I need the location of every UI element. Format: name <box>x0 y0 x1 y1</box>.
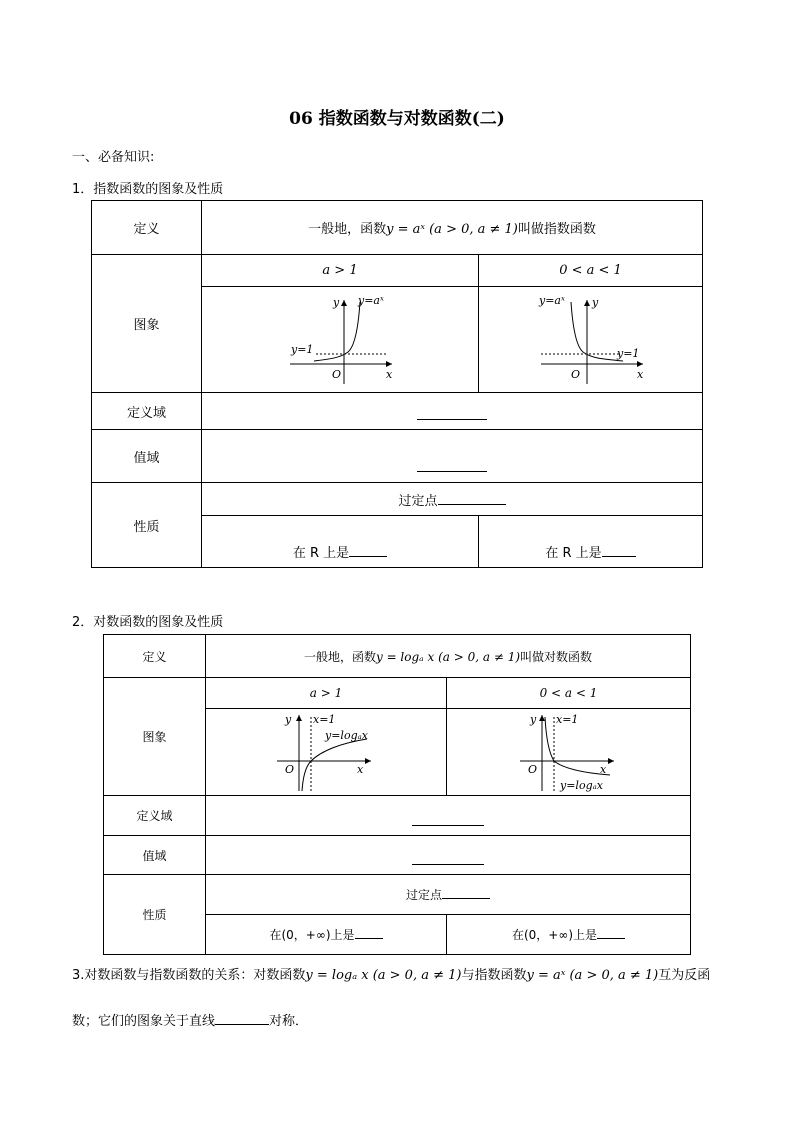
case-a-header: a > 1 <box>202 255 479 287</box>
log-mono-b-text: 在(0，+∞)上是 <box>511 928 598 942</box>
mono-a-blank[interactable] <box>349 544 387 557</box>
log-range-label: 值域 <box>104 836 206 875</box>
log-graph-b <box>447 709 691 796</box>
exp-b-origin-label: O <box>570 367 580 381</box>
log-mono-a-text: 在(0，+∞)上是 <box>269 928 355 942</box>
log-a-x-axis-label: x <box>357 763 364 776</box>
log-domain-label: 定义域 <box>104 796 206 836</box>
domain-answer-cell[interactable] <box>202 393 703 430</box>
exp-graph-b-svg <box>531 292 651 388</box>
range-answer-cell[interactable] <box>202 430 703 483</box>
log-graph-b-svg <box>514 711 624 793</box>
part3-text-1: 3.对数函数与指数函数的关系：对数函数 <box>72 968 306 983</box>
log-b-curve-label: y=logₐx <box>559 779 603 792</box>
prop-label: 性质 <box>92 483 202 568</box>
log-mono-a-blank[interactable] <box>355 926 383 939</box>
page-title: 06 指数函数与对数函数(二) <box>289 109 505 129</box>
part3-text-4: 对称． <box>269 1014 309 1029</box>
log-mono-b-cell <box>447 915 691 955</box>
log-prop-point-cell <box>206 875 691 915</box>
exp-b-curve-label: y=aˣ <box>538 293 565 307</box>
log-case-a-header: a > 1 <box>206 678 447 709</box>
log-a-line-label: x=1 <box>313 713 336 726</box>
prop-point-blank[interactable] <box>438 492 506 505</box>
domain-label: 定义域 <box>92 393 202 430</box>
mono-a-text: 在 R 上是 <box>292 546 350 561</box>
def-formula: y = aˣ (a > 0, a ≠ 1) <box>386 222 518 237</box>
exp-b-x-axis-label: x <box>636 367 643 381</box>
exp-a-origin-label: O <box>332 367 342 381</box>
mono-b-text: 在 R 上是 <box>545 546 602 561</box>
domain-blank[interactable] <box>417 405 487 420</box>
log-prop-label: 性质 <box>104 875 206 955</box>
log-def-cell <box>206 635 691 678</box>
def-text-pre: 一般地，函数 <box>308 222 387 237</box>
log-mono-b-blank[interactable] <box>597 926 625 939</box>
exp-graph-a-svg <box>280 292 400 388</box>
log-graph-a-svg <box>271 711 381 793</box>
exp-b-y-axis-label: y <box>591 295 598 309</box>
part1-heading: 1．指数函数的图象及性质 <box>72 182 224 197</box>
prop-point-cell <box>202 483 703 516</box>
exp-a-asymptote-label: y=1 <box>291 342 314 356</box>
def-cell <box>202 201 703 255</box>
graph-label: 图象 <box>92 255 202 393</box>
log-domain-answer-cell[interactable] <box>206 796 691 836</box>
mono-a-cell <box>202 516 479 568</box>
log-def-formula: y = logₐ x (a > 0, a ≠ 1) <box>375 649 521 664</box>
log-b-line-label: x=1 <box>555 713 578 726</box>
part3-blank[interactable] <box>215 1012 269 1025</box>
exp-a-x-axis-label: x <box>386 367 393 381</box>
section-heading: 一、必备知识: <box>72 150 155 165</box>
log-graph-a <box>206 709 447 796</box>
exponential-table <box>91 200 703 568</box>
case-b-header: 0 < a < 1 <box>479 255 703 287</box>
log-def-text-post: 叫做对数函数 <box>520 649 593 664</box>
part2-heading: 2．对数函数的图象及性质 <box>72 615 224 630</box>
log-a-origin-label: O <box>285 763 295 776</box>
log-case-b-header: 0 < a < 1 <box>447 678 691 709</box>
log-graph-label: 图象 <box>104 678 206 796</box>
part3-paragraph <box>72 953 732 1045</box>
prop-point-text: 过定点 <box>398 493 438 509</box>
def-label: 定义 <box>92 201 202 255</box>
log-prop-point-text: 过定点 <box>405 888 442 902</box>
log-range-answer-cell[interactable] <box>206 836 691 875</box>
log-def-label: 定义 <box>104 635 206 678</box>
part3-text-2: 与指数函数 <box>461 968 527 983</box>
def-text-post: 叫做指数函数 <box>517 222 596 237</box>
exp-graph-a <box>202 287 479 393</box>
log-def-text-pre: 一般地，函数 <box>303 649 376 664</box>
exp-a-curve-label: y=aˣ <box>358 293 384 307</box>
log-b-y-axis-label: y <box>529 713 536 726</box>
exp-b-asymptote-label: y=1 <box>616 346 639 360</box>
logarithm-table <box>103 634 691 955</box>
log-mono-a-cell <box>206 915 447 955</box>
part3-text-3: 互为反函数；它们的图象关于直线 <box>72 968 711 1029</box>
log-b-origin-label: O <box>527 763 537 776</box>
log-a-y-axis-label: y <box>285 713 292 726</box>
part3-formula-2: y = aˣ (a > 0, a ≠ 1) <box>526 968 659 983</box>
mono-b-blank[interactable] <box>602 544 636 557</box>
part3-formula-1: y = logₐ x (a > 0, a ≠ 1) <box>305 968 462 983</box>
log-a-curve-label: y=logₐx <box>325 729 368 742</box>
log-prop-point-blank[interactable] <box>442 886 490 899</box>
range-blank[interactable] <box>417 457 487 472</box>
range-label: 值域 <box>92 430 202 483</box>
log-b-x-axis-label: x <box>599 763 606 776</box>
exp-a-y-axis-label: y <box>333 295 340 309</box>
exp-graph-b <box>479 287 703 393</box>
log-domain-blank[interactable] <box>412 813 484 826</box>
log-range-blank[interactable] <box>412 852 484 865</box>
mono-b-cell <box>479 516 703 568</box>
